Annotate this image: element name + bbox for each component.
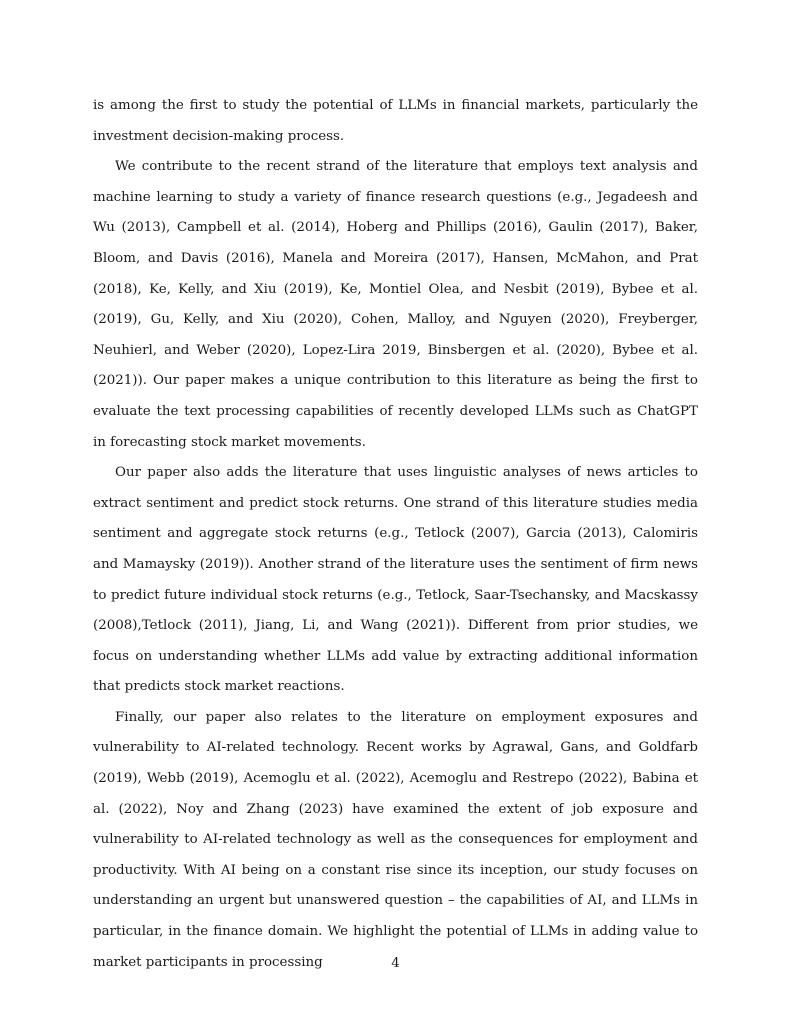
body-text — [93, 91, 698, 978]
paragraph-continuation: is among the first to study the potential of LLMs in financial markets, particularly the investment decision-making process. — [93, 98, 698, 144]
page-number: 4 — [391, 956, 400, 971]
paragraph-news-sentiment-literature: Our paper also adds the literature that uses linguistic analyses of news articles to extract sentiment and predict stock returns. One strand of this literature studies media sentiment and aggregate stock returns (e.g., Tetlock (2007), Garcia (2013), Calomiris and Mamaysky (2019)). Another strand of the literature uses the sentiment of firm news to predict future individual stock returns (e.g., Tetlock, Saar-Tsechansky, and Macskassy (2008),Tetlock (2011), Jiang, Li, and Wang (2021)). Different from prior studies, we focus on understanding whether LLMs add value by extracting additional information that predicts stock market reactions. — [93, 465, 698, 695]
paragraph-text-analysis-literature: We contribute to the recent strand of the literature that employs text analysis and machine learning to study a variety of finance research questions (e.g., Jegadeesh and Wu (2013), Campbell et al. (2014), Hoberg and Phillips (2016), Gaulin (2017), Baker, Bloom, and Davis (2016), Manela and Moreira (2017), Hansen, McMahon, and Prat (2018), Ke, Kelly, and Xiu (2019), Ke, Montiel Olea, and Nesbit (2019), Bybee et al. (2019), Gu, Kelly, and Xiu (2020), Cohen, Malloy, and Nguyen (2020), Freyberger, Neuhierl, and Weber (2020), Lopez-Lira 2019, Binsbergen et al. (2020), Bybee et al. (2021)). Our paper makes a unique contribution to this literature as being the first to evaluate the text processing capabilities of recently developed LLMs such as ChatGPT in forecasting stock market movements. — [93, 159, 698, 450]
paragraph-ai-employment-literature: Finally, our paper also relates to the literature on employment exposures and vulnerability to AI-related technology. Recent works by Agrawal, Gans, and Goldfarb (2019), Webb (2019), Acemoglu et al. (2022), Acemoglu and Restrepo (2022), Babina et al. (2022), Noy and Zhang (2023) have examined the extent of job exposure and vulnerability to AI-related technology as well as the consequences for employment and productivity. With AI being on a constant rise since its inception, our study focuses on understanding an urgent but unanswered question – the capabilities of AI, and LLMs in particular, in the finance domain. We highlight the potential of LLMs in adding value to market participants in processing — [93, 709, 698, 970]
